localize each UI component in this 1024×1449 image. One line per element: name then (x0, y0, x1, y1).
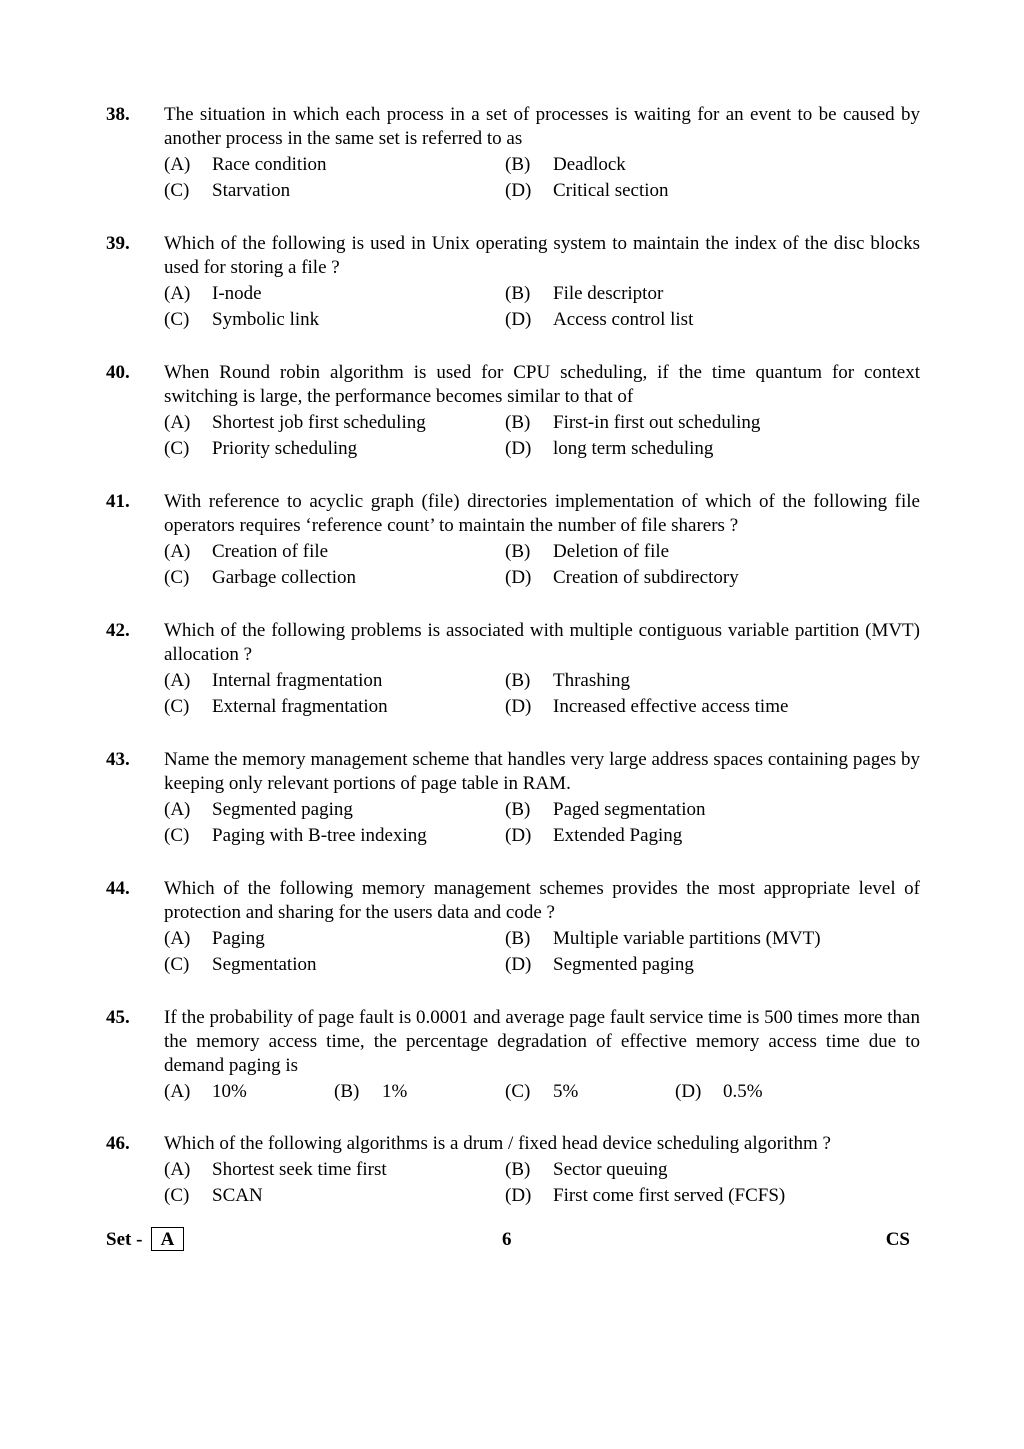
option-c: (C) Paging with B-tree indexing (164, 825, 427, 846)
option-d: (D) Segmented paging (505, 954, 694, 975)
option-d: (D) long term scheduling (505, 438, 714, 459)
option-b: (B) Paged segmentation (505, 799, 706, 820)
option-a: (A) Paging (164, 928, 265, 949)
question-41 (106, 490, 920, 592)
option-c: (C) SCAN (164, 1185, 263, 1206)
set-label: Set - (106, 1229, 143, 1250)
question-text: Which of the following problems is associated with multiple contiguous variable partition (MVT) allocation ? (164, 620, 920, 665)
question-45 (106, 1006, 920, 1106)
option-d: (D) Increased effective access time (505, 696, 789, 717)
option-c: (C) Segmentation (164, 954, 317, 975)
question-text: If the probability of page fault is 0.0001 and average page fault service time is 500 times more than the memory access time, the percentage degradation of effective memory access time due to demand paging is (164, 1007, 920, 1076)
question-text: Which of the following algorithms is a drum / fixed head device scheduling algorithm ? (164, 1133, 831, 1154)
options (164, 669, 920, 721)
question-43 (106, 748, 920, 850)
option-c: (C) 5% (505, 1081, 579, 1102)
question-text: Which of the following is used in Unix operating system to maintain the index of the disc blocks used for storing a file ? (164, 233, 920, 278)
question-text: When Round robin algorithm is used for CPU scheduling, if the time quantum for context switching is large, the performance becomes similar to that of (164, 362, 920, 407)
option-a: (A) Shortest seek time first (164, 1159, 387, 1180)
options (164, 540, 920, 592)
question-38 (106, 103, 920, 205)
question-number: 42. (106, 620, 130, 641)
option-b: (B) Deadlock (505, 154, 626, 175)
option-a: (A) Creation of file (164, 541, 329, 562)
question-text: With reference to acyclic graph (file) directories implementation of which of the following file operators requires ‘reference count’ to maintain the number of file sharers ? (164, 491, 920, 536)
option-c: (C) Symbolic link (164, 309, 320, 330)
option-c: (C) Starvation (164, 180, 291, 201)
options (164, 1080, 920, 1106)
question-number: 44. (106, 878, 130, 899)
question-number: 38. (106, 104, 130, 125)
option-d: (D) 0.5% (675, 1081, 763, 1102)
question-text: Name the memory management scheme that handles very large address spaces containing pages by keeping only relevant portions of page table in RAM. (164, 749, 920, 794)
option-a: (A) Segmented paging (164, 799, 353, 820)
option-c: (C) External fragmentation (164, 696, 388, 717)
option-a: (A) 10% (164, 1081, 247, 1102)
options (164, 798, 920, 850)
options (164, 927, 920, 979)
options (164, 411, 920, 463)
option-a: (A) I-node (164, 283, 262, 304)
question-number: 45. (106, 1007, 130, 1028)
question-46 (106, 1132, 920, 1210)
option-b: (B) Multiple variable partitions (MVT) (505, 928, 821, 949)
options (164, 153, 920, 205)
question-number: 46. (106, 1133, 130, 1154)
options (164, 1158, 920, 1210)
page-number: 6 (502, 1229, 512, 1250)
option-b: (B) First-in first out scheduling (505, 412, 761, 433)
option-c: (C) Priority scheduling (164, 438, 358, 459)
option-d: (D) First come first served (FCFS) (505, 1185, 786, 1206)
option-b: (B) Deletion of file (505, 541, 670, 562)
question-number: 39. (106, 233, 130, 254)
option-c: (C) Garbage collection (164, 567, 357, 588)
subject-code: CS (885, 1229, 910, 1250)
option-a: (A) Internal fragmentation (164, 670, 383, 691)
option-d: (D) Creation of subdirectory (505, 567, 739, 588)
question-44 (106, 877, 920, 979)
question-number: 43. (106, 749, 130, 770)
question-number: 40. (106, 362, 130, 383)
option-b: (B) 1% (334, 1081, 408, 1102)
set-value-box: A (151, 1227, 184, 1251)
options (164, 282, 920, 334)
option-b: (B) Sector queuing (505, 1159, 668, 1180)
question-text: The situation in which each process in a set of processes is waiting for an event to be caused by another process in the same set is referred to as (164, 104, 920, 149)
question-number: 41. (106, 491, 130, 512)
option-d: (D) Access control list (505, 309, 694, 330)
option-d: (D) Critical section (505, 180, 669, 201)
option-b: (B) Thrashing (505, 670, 631, 691)
question-text: Which of the following memory management schemes provides the most appropriate level of protection and sharing for the users data and code ? (164, 878, 920, 923)
option-a: (A) Race condition (164, 154, 327, 175)
question-39 (106, 232, 920, 334)
option-a: (A) Shortest job first scheduling (164, 412, 426, 433)
option-d: (D) Extended Paging (505, 825, 683, 846)
page-footer (106, 1228, 910, 1254)
option-b: (B) File descriptor (505, 283, 664, 304)
question-40 (106, 361, 920, 463)
question-42 (106, 619, 920, 721)
